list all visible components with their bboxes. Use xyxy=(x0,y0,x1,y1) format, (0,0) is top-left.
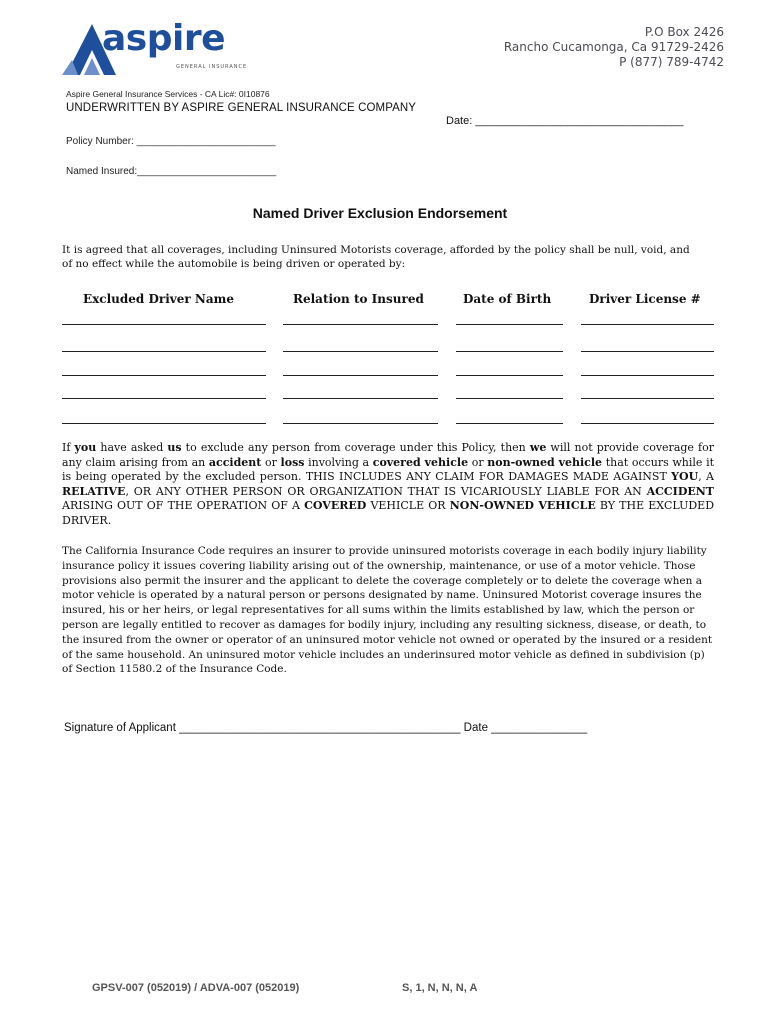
date-field[interactable]: Date: __________________________________ xyxy=(446,115,684,127)
named-insured-field[interactable]: Named Insured:_________________________ xyxy=(66,166,277,177)
driver-name-line[interactable] xyxy=(62,398,266,399)
california-code-paragraph: The California Insurance Code requires an insurer to provide uninsured motorists coverage in each bodily injury liability insurance policy it issues covering liability arising out of the ownership, maintenance, or use of a motor vehicle. Those provisions also permit the insurer and the applicant to delete the coverage completely or to delete the coverage when a motor vehicle is operated by a natural person or persons designated by name. Uninsured Motorist coverage insures the insured, his or her heirs, or legal representatives for all sums within the limits established by law, which the person or person are legally entitled to recover as damages for bodily injury, including any resulting sickness, disease, or death, to the insured from the owner or operator of an uninsured motor vehicle not owned or operated by the insured or a resident of the same household. An uninsured motor vehicle includes an underinsured motor vehicle as defined in subdivision (p) of Section 11580.2 of the Insurance Code. xyxy=(62,545,713,676)
driver-name-line[interactable] xyxy=(62,375,266,376)
license-line-field[interactable] xyxy=(581,324,714,325)
address-line: P (877) 789-4742 xyxy=(619,55,724,69)
driver-name-line[interactable] xyxy=(62,351,266,352)
signature-line[interactable]: Signature of Applicant ____________________________________________ Date _______________ xyxy=(64,722,588,734)
column-header-date-of-birth: Date of Birth xyxy=(463,292,552,306)
relation-line[interactable] xyxy=(283,351,438,352)
column-header-excluded-driver-name: Excluded Driver Name xyxy=(83,292,234,306)
driver-name-line[interactable] xyxy=(62,324,266,325)
birth-date-line[interactable] xyxy=(456,375,563,376)
address-line: P.O Box 2426 xyxy=(644,25,724,39)
license-line-field[interactable] xyxy=(581,423,714,424)
birth-date-line[interactable] xyxy=(456,423,563,424)
document-title: Named Driver Exclusion Endorsement xyxy=(252,205,508,221)
license-line-field[interactable] xyxy=(581,375,714,376)
license-line-field[interactable] xyxy=(581,351,714,352)
logo-wordmark: aspire xyxy=(102,18,225,59)
form-codes: S, 1, N, N, N, A xyxy=(402,982,478,994)
driver-name-line[interactable] xyxy=(62,423,266,424)
intro-paragraph: It is agreed that all coverages, including Uninsured Motorists coverage, afforded by the policy shall be null, void, and of no effect while the automobile is being driven or operated by: xyxy=(62,244,690,270)
company-address xyxy=(504,25,724,70)
underwritten-by: UNDERWRITTEN BY ASPIRE GENERAL INSURANCE COMPANY xyxy=(66,102,417,114)
relation-line[interactable] xyxy=(283,324,438,325)
column-header-relation-to-insured: Relation to Insured xyxy=(293,292,424,306)
license-line: Aspire General Insurance Services - CA Lic#: 0I10876 xyxy=(66,89,270,99)
license-line-field[interactable] xyxy=(581,398,714,399)
birth-date-line[interactable] xyxy=(456,324,563,325)
address-line: Rancho Cucamonga, Ca 91729-2426 xyxy=(503,40,724,54)
birth-date-line[interactable] xyxy=(456,351,563,352)
column-header-driver-license: Driver License # xyxy=(589,292,701,306)
exclusion-paragraph: If you have asked us to exclude any person from coverage under this Policy, then we will not provide coverage for any claim arising from an accident or loss involving a covered vehicle or non-owned vehicle that occurs while it is being operated by the excluded person. THIS INCLUDES ANY CLAIM FOR DAMAGES MADE AGAINST YOU, A RELATIVE, OR ANY OTHER PERSON OR ORGANIZATION THAT IS VICARIOUSLY LIABLE FOR AN ACCIDENT ARISING OUT OF THE OPERATION OF A COVERED VEHICLE OR NON-OWNED VEHICLE BY THE EXCLUDED DRIVER. xyxy=(62,441,715,527)
logo-subtitle: GENERAL INSURANCE xyxy=(176,64,248,70)
form-number: GPSV-007 (052019) / ADVA-007 (052019) xyxy=(92,982,300,994)
policy-number-field[interactable]: Policy Number: _________________________ xyxy=(66,136,276,147)
birth-date-line[interactable] xyxy=(456,398,563,399)
relation-line[interactable] xyxy=(283,398,438,399)
relation-line[interactable] xyxy=(283,423,438,424)
relation-line[interactable] xyxy=(283,375,438,376)
